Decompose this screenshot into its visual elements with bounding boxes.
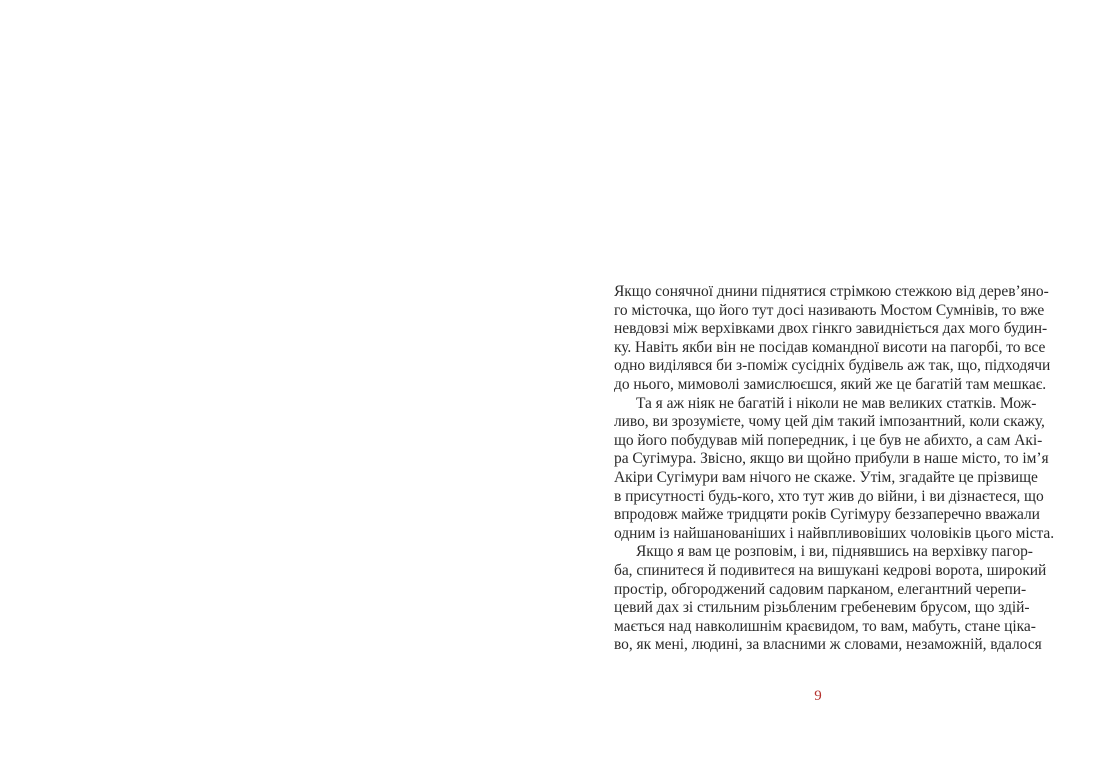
- text-line: ку. Навіть якби він не посідав командної висоти на пагорбі, то все: [614, 338, 1046, 356]
- text-line: простір, обгороджений садовим парканом, елегантний черепи-: [614, 580, 1027, 598]
- text-line: одно виділявся би з-поміж сусідніх будівель аж так, що, підходячи: [614, 357, 1051, 375]
- text-line: ливо, ви зрозумієте, чому цей дім такий імпозантний, коли скажу,: [614, 413, 1045, 431]
- text-line: цевий дах зі стильним різьбленим гребеневим брусом, що здій-: [614, 599, 1030, 617]
- text-line: Та я аж ніяк не багатій і ніколи не мав великих статків. Мож-: [636, 394, 1037, 412]
- text-line: во, як мені, людині, за власними ж словами, незаможній, вдалося: [614, 636, 1042, 654]
- text-line: ба, спинитеся й подивитеся на вишукані кедрові ворота, широкий: [614, 561, 1047, 579]
- text-line: ра Сугімура. Звісно, якщо ви щойно прибули в наше місто, то ім’я: [614, 450, 1049, 468]
- page-number: 9: [814, 688, 822, 704]
- text-line: одним із найшанованіших і найвпливовіших чоловіків цього міста.: [614, 524, 1055, 542]
- text-line: до нього, мимоволі замислюєшся, який же це багатій там мешкає.: [614, 375, 1047, 393]
- text-line: Акіри Сугімури вам нічого не скаже. Утім, згадайте це прізвище: [614, 468, 1038, 486]
- text-line: невдовзі між верхівками двох гінкго завидніється дах мого будин-: [614, 320, 1048, 338]
- body-text: [614, 283, 1055, 655]
- text-line: що його побудував мій попередник, і це був не абихто, а сам Акі-: [614, 431, 1043, 449]
- text-line: в присутності будь-кого, хто тут жив до війни, і ви дізнаєтеся, що: [614, 487, 1044, 505]
- text-line: впродовж майже тридцяти років Сугімуру беззаперечно вважали: [614, 506, 1040, 524]
- text-line: Якщо я вам це розповім, і ви, піднявшись на верхівку пагор-: [636, 543, 1033, 561]
- text-line: мається над навколишнім краєвидом, то вам, мабуть, стане ціка-: [614, 617, 1036, 635]
- text-line: го місточка, що його тут досі називають Мостом Сумнівів, то вже: [614, 301, 1045, 319]
- text-line: Якщо сонячної днини піднятися стрімкою стежкою від дерев’яно-: [614, 283, 1049, 300]
